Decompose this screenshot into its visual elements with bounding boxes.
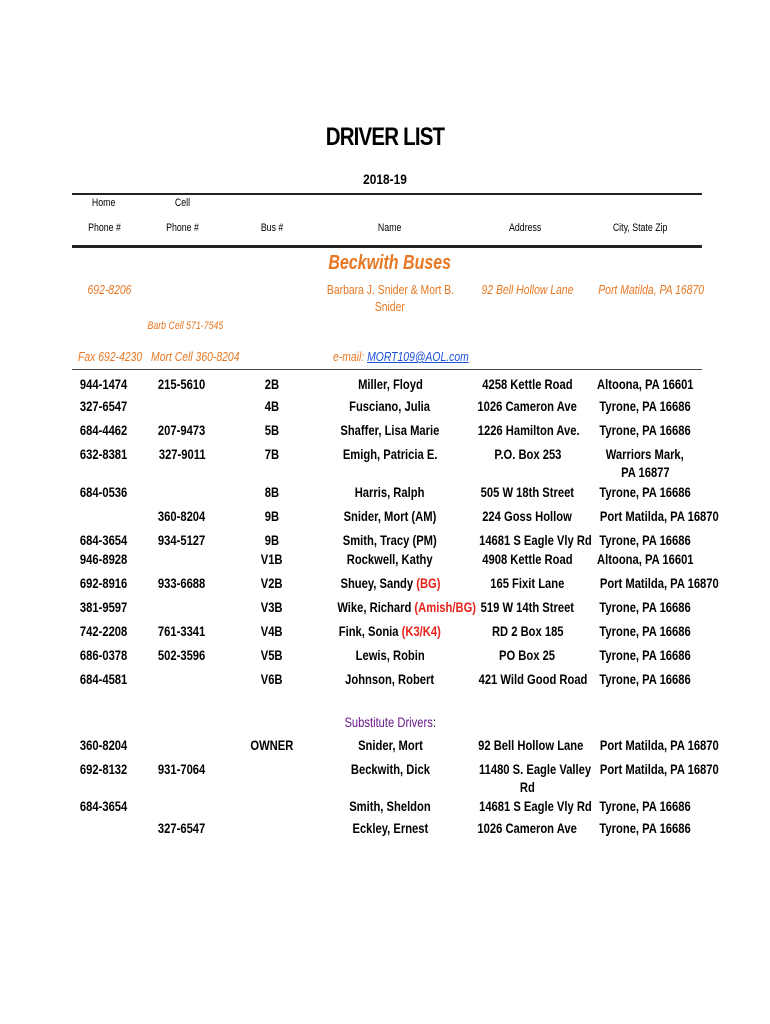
- sub-address: 92 Bell Hollow Lane: [478, 737, 584, 753]
- header-home-phone: Phone #: [87, 222, 121, 234]
- company-address: 92 Bell Hollow Lane: [481, 282, 574, 297]
- header-cell-top: Cell: [174, 197, 190, 209]
- sub-city: Tyrone, PA 16686: [599, 798, 691, 814]
- mort-cell: Mort Cell 360-8204: [151, 349, 240, 364]
- company-phone: 692-8206: [87, 282, 132, 297]
- company-name: Beckwith Buses: [328, 252, 452, 274]
- sub-city: Port Matilda, PA 16870: [599, 737, 719, 753]
- sub-cell-phone: 931-7064: [158, 761, 206, 777]
- sub-address: 11480 S. Eagle Valley: [479, 761, 592, 777]
- driver-city: Tyrone, PA 16686: [599, 422, 691, 438]
- driver-bus: V6B: [261, 671, 283, 687]
- driver-city: Tyrone, PA 16686: [599, 532, 691, 548]
- driver-name: Johnson, Robert: [345, 671, 435, 687]
- driver-address: 505 W 18th Street: [480, 484, 575, 500]
- driver-city: Port Matilda, PA 16870: [599, 508, 719, 524]
- sub-home-phone: 360-8204: [80, 737, 128, 753]
- driver-address: 1226 Hamilton Ave.: [477, 422, 580, 438]
- company-owners-line2: Snider: [374, 299, 406, 314]
- driver-name: Shaffer, Lisa Marie: [340, 422, 440, 438]
- header-cell-phone: Phone #: [165, 222, 199, 234]
- driver-bus: 4B: [264, 398, 280, 414]
- driver-bus: 9B: [264, 532, 280, 548]
- driver-address: 14681 S Eagle Vly Rd: [479, 532, 592, 548]
- driver-home-phone: 686-0378: [80, 647, 128, 663]
- driver-bus: V2B: [261, 575, 283, 591]
- driver-city: Tyrone, PA 16686: [599, 647, 691, 663]
- driver-cell-phone: 207-9473: [158, 422, 206, 438]
- driver-tag: (K3/K4): [401, 623, 442, 639]
- page-title: DRIVER LIST: [325, 123, 445, 151]
- driver-home-phone: 632-8381: [80, 446, 128, 462]
- sub-bus: OWNER: [250, 737, 294, 753]
- driver-name: Smith, Tracy (PM): [343, 532, 437, 548]
- driver-address: 165 Fixit Lane: [490, 575, 565, 591]
- driver-name: Wike, Richard (Amish/BG): [337, 599, 477, 615]
- driver-home-phone: 944-1474: [80, 376, 128, 392]
- sub-address: 1026 Cameron Ave: [477, 820, 578, 836]
- driver-address: 4258 Kettle Road: [482, 376, 573, 392]
- driver-city: Warriors Mark,: [605, 446, 684, 462]
- driver-bus: V4B: [261, 623, 283, 639]
- email-link[interactable]: MORT109@AOL.com: [367, 349, 469, 364]
- driver-cell-phone: 934-5127: [158, 532, 206, 548]
- sub-name: Smith, Sheldon: [349, 798, 431, 814]
- substitute-heading: Substitute Drivers:: [344, 714, 436, 730]
- driver-cell-phone: 502-3596: [158, 647, 206, 663]
- driver-city: Altoona, PA 16601: [597, 376, 694, 392]
- header-home-top: Home: [92, 197, 116, 209]
- driver-city: Tyrone, PA 16686: [599, 623, 691, 639]
- driver-bus: 7B: [264, 446, 280, 462]
- sub-name: Beckwith, Dick: [350, 761, 430, 777]
- driver-name: Rockwell, Kathy: [347, 551, 433, 567]
- driver-city: Tyrone, PA 16686: [599, 671, 691, 687]
- driver-name: Snider, Mort (AM): [343, 508, 437, 524]
- driver-address: 421 Wild Good Road: [478, 671, 588, 687]
- driver-city: Tyrone, PA 16686: [599, 484, 691, 500]
- driver-name: Fink, Sonia (K3/K4): [338, 623, 442, 639]
- driver-home-phone: 684-4581: [80, 671, 128, 687]
- header-bus: Bus #: [260, 222, 284, 234]
- driver-address: PO Box 25: [499, 647, 556, 663]
- sub-address-line2: Rd: [520, 779, 535, 795]
- driver-home-phone: 381-9597: [80, 599, 128, 615]
- driver-address: 4908 Kettle Road: [482, 551, 573, 567]
- driver-address: 1026 Cameron Ave: [477, 398, 578, 414]
- driver-home-phone: 684-0536: [80, 484, 128, 500]
- driver-cell-phone: 360-8204: [158, 508, 206, 524]
- company-email: e-mail: MORT109@AOL.com: [332, 349, 469, 364]
- header-city: City, State Zip: [612, 222, 668, 234]
- driver-address: 519 W 14th Street: [480, 599, 575, 615]
- driver-address: P.O. Box 253: [493, 446, 562, 462]
- header-top-rule: [72, 193, 702, 195]
- driver-bus: V3B: [261, 599, 283, 615]
- company-fax: Fax 692-4230: [78, 349, 143, 364]
- driver-cell-phone: 761-3341: [158, 623, 206, 639]
- driver-bus: V1B: [261, 551, 283, 567]
- driver-name: Harris, Ralph: [355, 484, 425, 500]
- sub-city: Port Matilda, PA 16870: [599, 761, 719, 777]
- barb-cell: Barb Cell 571-7545: [147, 320, 224, 332]
- driver-city: Port Matilda, PA 16870: [599, 575, 719, 591]
- driver-name: Emigh, Patricia E.: [342, 446, 438, 462]
- company-owners-line1: Barbara J. Snider & Mort B.: [326, 282, 454, 297]
- driver-name: Lewis, Robin: [355, 647, 425, 663]
- driver-name: Miller, Floyd: [357, 376, 423, 392]
- season-label: 2018-19: [363, 171, 407, 187]
- company-rule: [72, 369, 702, 370]
- driver-cell-phone: 933-6688: [158, 575, 206, 591]
- driver-name: Shuey, Sandy (BG): [340, 575, 440, 591]
- driver-cell-phone: 327-9011: [158, 446, 206, 462]
- sub-home-phone: 692-8132: [80, 761, 128, 777]
- driver-city: Tyrone, PA 16686: [599, 599, 691, 615]
- sub-name: Snider, Mort: [357, 737, 423, 753]
- header-name: Name: [378, 222, 402, 234]
- header-bottom-rule: [72, 245, 702, 248]
- driver-bus: 2B: [264, 376, 280, 392]
- driver-home-phone: 692-8916: [80, 575, 128, 591]
- driver-home-phone: 684-3654: [80, 532, 128, 548]
- driver-bus: 9B: [264, 508, 280, 524]
- driver-home-phone: 742-2208: [80, 623, 128, 639]
- sub-address: 14681 S Eagle Vly Rd: [479, 798, 592, 814]
- driver-city: Altoona, PA 16601: [597, 551, 694, 567]
- sub-city: Tyrone, PA 16686: [599, 820, 691, 836]
- driver-tag: (Amish/BG): [414, 599, 477, 615]
- header-address: Address: [508, 222, 542, 234]
- driver-name: Fusciano, Julia: [349, 398, 431, 414]
- driver-home-phone: 327-6547: [80, 398, 128, 414]
- driver-home-phone: 946-8928: [80, 551, 128, 567]
- sub-cell-phone: 327-6547: [158, 820, 206, 836]
- driver-home-phone: 684-4462: [80, 422, 128, 438]
- driver-address: RD 2 Box 185: [491, 623, 564, 639]
- sub-name: Eckley, Ernest: [352, 820, 428, 836]
- driver-address: 224 Goss Hollow: [482, 508, 573, 524]
- driver-bus: 5B: [264, 422, 280, 438]
- company-city: Port Matilda, PA 16870: [598, 282, 705, 297]
- driver-tag: (BG): [415, 575, 440, 591]
- driver-city: Tyrone, PA 16686: [599, 398, 691, 414]
- driver-bus: 8B: [264, 484, 280, 500]
- driver-bus: V5B: [261, 647, 283, 663]
- driver-cell-phone: 215-5610: [158, 376, 206, 392]
- sub-home-phone: 684-3654: [80, 798, 128, 814]
- driver-city-line2: PA 16877: [620, 464, 670, 480]
